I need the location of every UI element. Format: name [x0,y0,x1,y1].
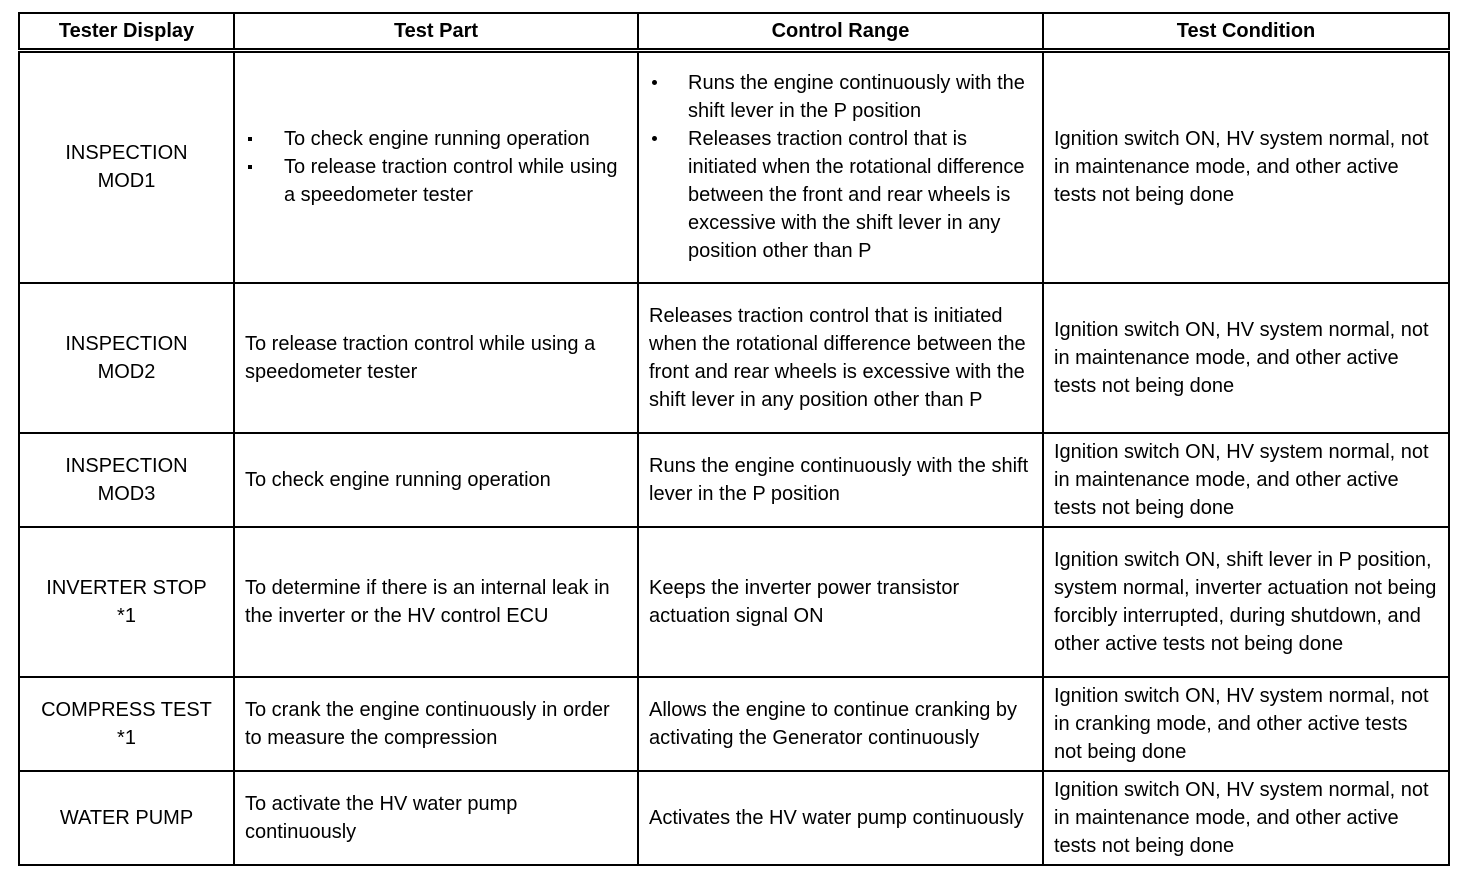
test-condition-cell: Ignition switch ON, HV system normal, not in cranking mode, and other active tests not being done [1043,677,1449,771]
header-tester-display: Tester Display [19,13,234,51]
tester-display-cell [19,677,234,771]
list-item: Runs the engine continuously with the shift lever in the P position [688,72,1025,123]
control-range-cell: Keeps the inverter power transistor actuation signal ON [638,527,1043,677]
table-wrapper [18,12,1450,866]
test-part-cell: To release traction control while using a speedometer tester [234,283,638,433]
header-control-range: Control Range [638,13,1043,51]
test-part-cell: To check engine running operation [234,433,638,527]
test-condition-cell: Ignition switch ON, HV system normal, not in maintenance mode, and other active tests not being done [1043,283,1449,433]
test-part-cell: To crank the engine continuously in order to measure the compression [234,677,638,771]
control-range-cell: Releases traction control that is initiated when the rotational difference between the front and rear wheels is excessive with the shift lever in any position other than P [638,283,1043,433]
display-line: INSPECTION [65,142,188,165]
test-condition-cell: Ignition switch ON, HV system normal, not in maintenance mode, and other active tests not being done [1043,433,1449,527]
test-condition-cell: Ignition switch ON, HV system normal, not in maintenance mode, and other active tests not being done [1043,771,1449,865]
header-row [19,13,1449,51]
control-range-cell: Activates the HV water pump continuously [638,771,1043,865]
list-item: To release traction control while using a speedometer tester [284,156,618,207]
list-item: To check engine running operation [284,128,590,151]
header-test-part: Test Part [234,13,638,51]
tester-display-cell [19,771,234,865]
display-line: MOD1 [97,170,156,193]
list-item: Releases traction control that is initiated when the rotational difference between the front and rear wheels is excessive with the shift lever in any position other than P [688,128,1025,263]
table-row [19,771,1449,865]
tester-display-cell [19,51,234,283]
display-line: MOD3 [97,482,156,505]
control-range-cell: Runs the engine continuously with the shift lever in the P position [638,433,1043,527]
control-range-cell: Allows the engine to continue cranking by activating the Generator continuously [638,677,1043,771]
display-line: COMPRESS TEST [41,698,212,721]
display-line: WATER PUMP [59,806,194,829]
test-part-cell: To activate the HV water pump continuously [234,771,638,865]
table-row [19,283,1449,433]
table-row [19,51,1449,283]
test-part-cell [234,51,638,283]
display-line: *1 [117,726,136,749]
display-line: INSPECTION [65,332,188,355]
test-condition-cell: Ignition switch ON, HV system normal, not in maintenance mode, and other active tests not being done [1043,51,1449,283]
control-range-list [649,69,1032,265]
control-range-cell [638,51,1043,283]
table-row [19,527,1449,677]
table-row [19,677,1449,771]
tester-display-cell [19,433,234,527]
active-test-table [18,12,1450,866]
test-part-list [245,125,627,209]
display-line: MOD2 [97,360,156,383]
table-row [19,433,1449,527]
test-condition-cell: Ignition switch ON, shift lever in P position, system normal, inverter actuation not being forcibly interrupted, during shutdown, and other active tests not being done [1043,527,1449,677]
tester-display-cell [19,527,234,677]
display-line: *1 [117,604,136,627]
display-line: INVERTER STOP [46,576,207,599]
header-test-condition: Test Condition [1043,13,1449,51]
tester-display-cell [19,283,234,433]
test-part-cell: To determine if there is an internal leak in the inverter or the HV control ECU [234,527,638,677]
display-line: INSPECTION [65,454,188,477]
